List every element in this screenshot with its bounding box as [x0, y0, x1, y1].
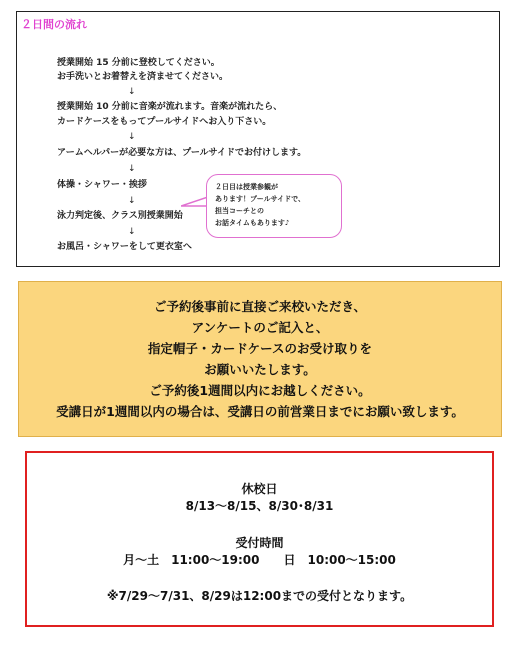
arrow-down-icon: ↓ — [128, 196, 136, 206]
notice-line-1: ご予約後事前に直接ご来校いただき、 — [153, 299, 366, 314]
arrow-down-icon: ↓ — [128, 164, 136, 174]
closed-days-dates: 8/13～8/15、8/30･8/31 — [185, 499, 334, 513]
notice-line-6: 受講日が1週間以内の場合は、受講日の前営業日までにお願い致します。 — [56, 404, 464, 419]
bubble-line-1: ２日目は授業参観が — [215, 183, 278, 191]
bubble-line-4: お話タイムもあります♪ — [215, 219, 290, 227]
reception-hours-label: 受付時間 — [235, 536, 284, 550]
hours-panel — [25, 451, 494, 627]
flow-step-4: カードケースをもってプールサイドへお入り下さい。 — [57, 117, 272, 127]
flow-step-6: 体操・シャワー・挨拶 — [57, 180, 147, 190]
arrow-down-icon: ↓ — [128, 87, 136, 97]
reception-note: ※7/29～7/31、8/29は12:00までの受付となります。 — [106, 589, 413, 603]
bubble-line-2: あります！プールサイドで、 — [215, 195, 306, 203]
reservation-notice — [18, 281, 502, 437]
notice-line-2: アンケートのご記入と、 — [191, 320, 329, 335]
flow-step-5: アームヘルパーが必要な方は、プールサイドでお付けします。 — [57, 148, 307, 158]
arrow-down-icon: ↓ — [128, 132, 136, 142]
flow-step-3: 授業開始 10 分前に音楽が流れます。音楽が流れたら、 — [57, 102, 283, 112]
schedule-flow-panel — [16, 11, 500, 267]
bubble-line-3: 担当コーチとの — [215, 207, 264, 215]
flow-step-1: 授業開始 15 分前に登校してください。 — [57, 58, 220, 68]
flow-step-2: お手洗いとお着替えを済ませてください。 — [57, 72, 229, 82]
flow-title: ２日間の流れ — [21, 18, 87, 31]
arrow-down-icon: ↓ — [128, 227, 136, 237]
flow-step-8: お風呂・シャワーをして更衣室へ — [57, 242, 192, 252]
notice-line-3: 指定帽子・カードケースのお受け取りを — [147, 341, 373, 356]
speech-bubble — [206, 174, 342, 238]
reception-hours-times: 月～土 11:00～19:00 日 10:00～15:00 — [123, 553, 396, 567]
notice-line-5: ご予約後1週間以内にお越しください。 — [149, 383, 371, 398]
flow-step-7: 泳力判定後、クラス別授業開始 — [57, 211, 183, 221]
closed-days-label: 休校日 — [241, 482, 278, 496]
notice-line-4: お願いいたします。 — [204, 362, 316, 377]
